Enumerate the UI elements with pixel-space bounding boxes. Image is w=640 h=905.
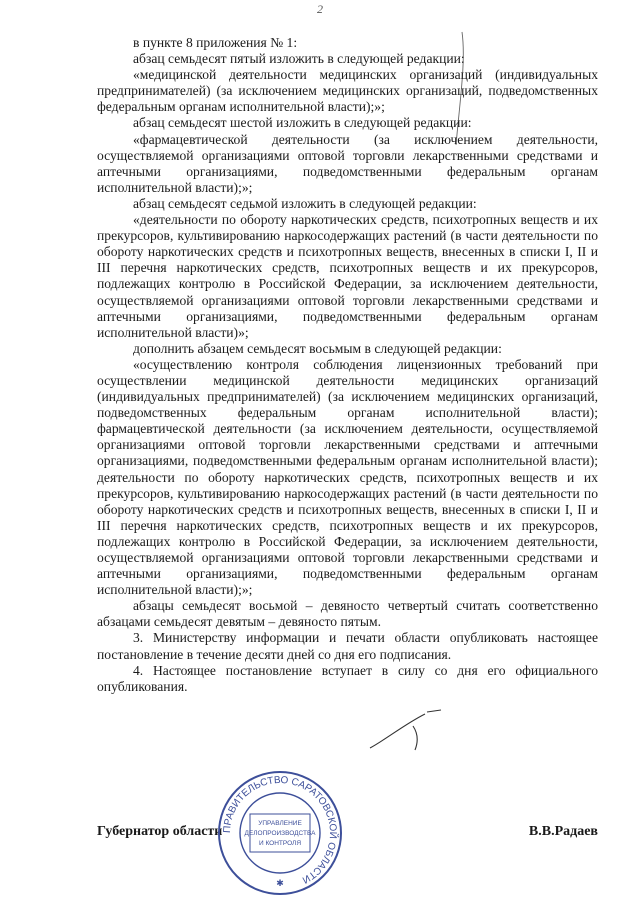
paragraph: «деятельности по обороту наркотических средств, психотропных веществ и их прекурсоров, культивированию наркосодержащих растений (в части деятельности по обороту наркотических средств и психотропных веществ, внесенных в списки I, II и III перечня наркотических средств, психотропных веществ и их прекурсоров, подлежащих контролю в Российской Федерации, за исключением деятельности, осуществляемой организациями оптовой торговли лекарственными средствами и аптечными организациями, подведомственными федеральным органам исполнительной власти)»; (97, 212, 598, 340)
paragraph: 3. Министерству информации и печати области опубликовать настоящее постановление в течение десяти дней со дня его подписания. (97, 630, 598, 662)
seal-inner-line: УПРАВЛЕНИЕ (258, 820, 302, 827)
paragraph: абзацы семьдесят восьмой – девяносто четвертый считать соответственно абзацами семьдесят девятым – девяносто пятым. (97, 598, 598, 630)
seal-outer-text: ПРАВИТЕЛЬСТВО САРАТОВСКОЙ ОБЛАСТИ (221, 774, 339, 886)
paragraph: абзац семьдесят пятый изложить в следующей редакции: (133, 51, 465, 67)
signature-block (97, 824, 598, 846)
paragraph: 4. Настоящее постановление вступает в силу со дня его официального опубликования. (97, 662, 598, 694)
paragraph: в пункте 8 приложения № 1: (133, 35, 298, 50)
signatory-title: Губернатор области (97, 824, 223, 839)
seal-star: ✱ (276, 878, 284, 888)
paragraph: абзац семьдесят шестой изложить в следующей редакции: (133, 115, 472, 131)
seal-inner-line: И КОНТРОЛЯ (258, 840, 302, 847)
official-seal (215, 768, 345, 898)
paragraph: «медицинской деятельности медицинских организаций (индивидуальных предпринимателей) (за исключением медицинских организаций, подведомственных федеральным органам исполнительной власти);»; (97, 67, 598, 115)
signature (365, 706, 450, 756)
signatory-name: В.В.Радаев (528, 824, 598, 839)
paragraph: «осуществлению контроля соблюдения лицензионных требований при осуществлении медицинской деятельности медицинских организаций (индивидуальных предпринимателей) (за исключением медицинских организаций, подведомственных федеральным органам исполнительной власти); фармацевтической деятельности (за исключением деятельности, осуществляемой организациями оптовой торговли лекарственными средствами и аптечными организациями, подведомственными федеральным органам исполнительной власти); деятельности по обороту наркотических средств, психотропных веществ и их прекурсоров, культивированию наркосодержащих растений (в части деятельности по обороту наркотических средств и психотропных веществ, внесенных в списки I, II и III перечня наркотических средств, психотропных веществ и их прекурсоров, подлежащих контролю в Российской Федерации, за исключением деятельности, осуществляемой организациями оптовой торговли лекарственными средствами и аптечными организациями, подведомственными федеральным органам исполнительной власти);»; (97, 356, 598, 598)
paragraph: дополнить абзацем семьдесят восьмым в следующей редакции: (133, 340, 502, 356)
page-number: 2 (317, 2, 323, 16)
seal-inner-line: ДЕЛОПРОИЗВОДСТВА (244, 830, 316, 837)
paragraph: абзац семьдесят седьмой изложить в следующей редакции: (133, 195, 477, 211)
paragraph: «фармацевтической деятельности (за исключением деятельности, осуществляемой организациями оптовой торговли лекарственными средствами и аптечными организациями, подведомственными федеральным органам исполнительной власти);»; (97, 131, 598, 195)
document-body (97, 35, 598, 695)
